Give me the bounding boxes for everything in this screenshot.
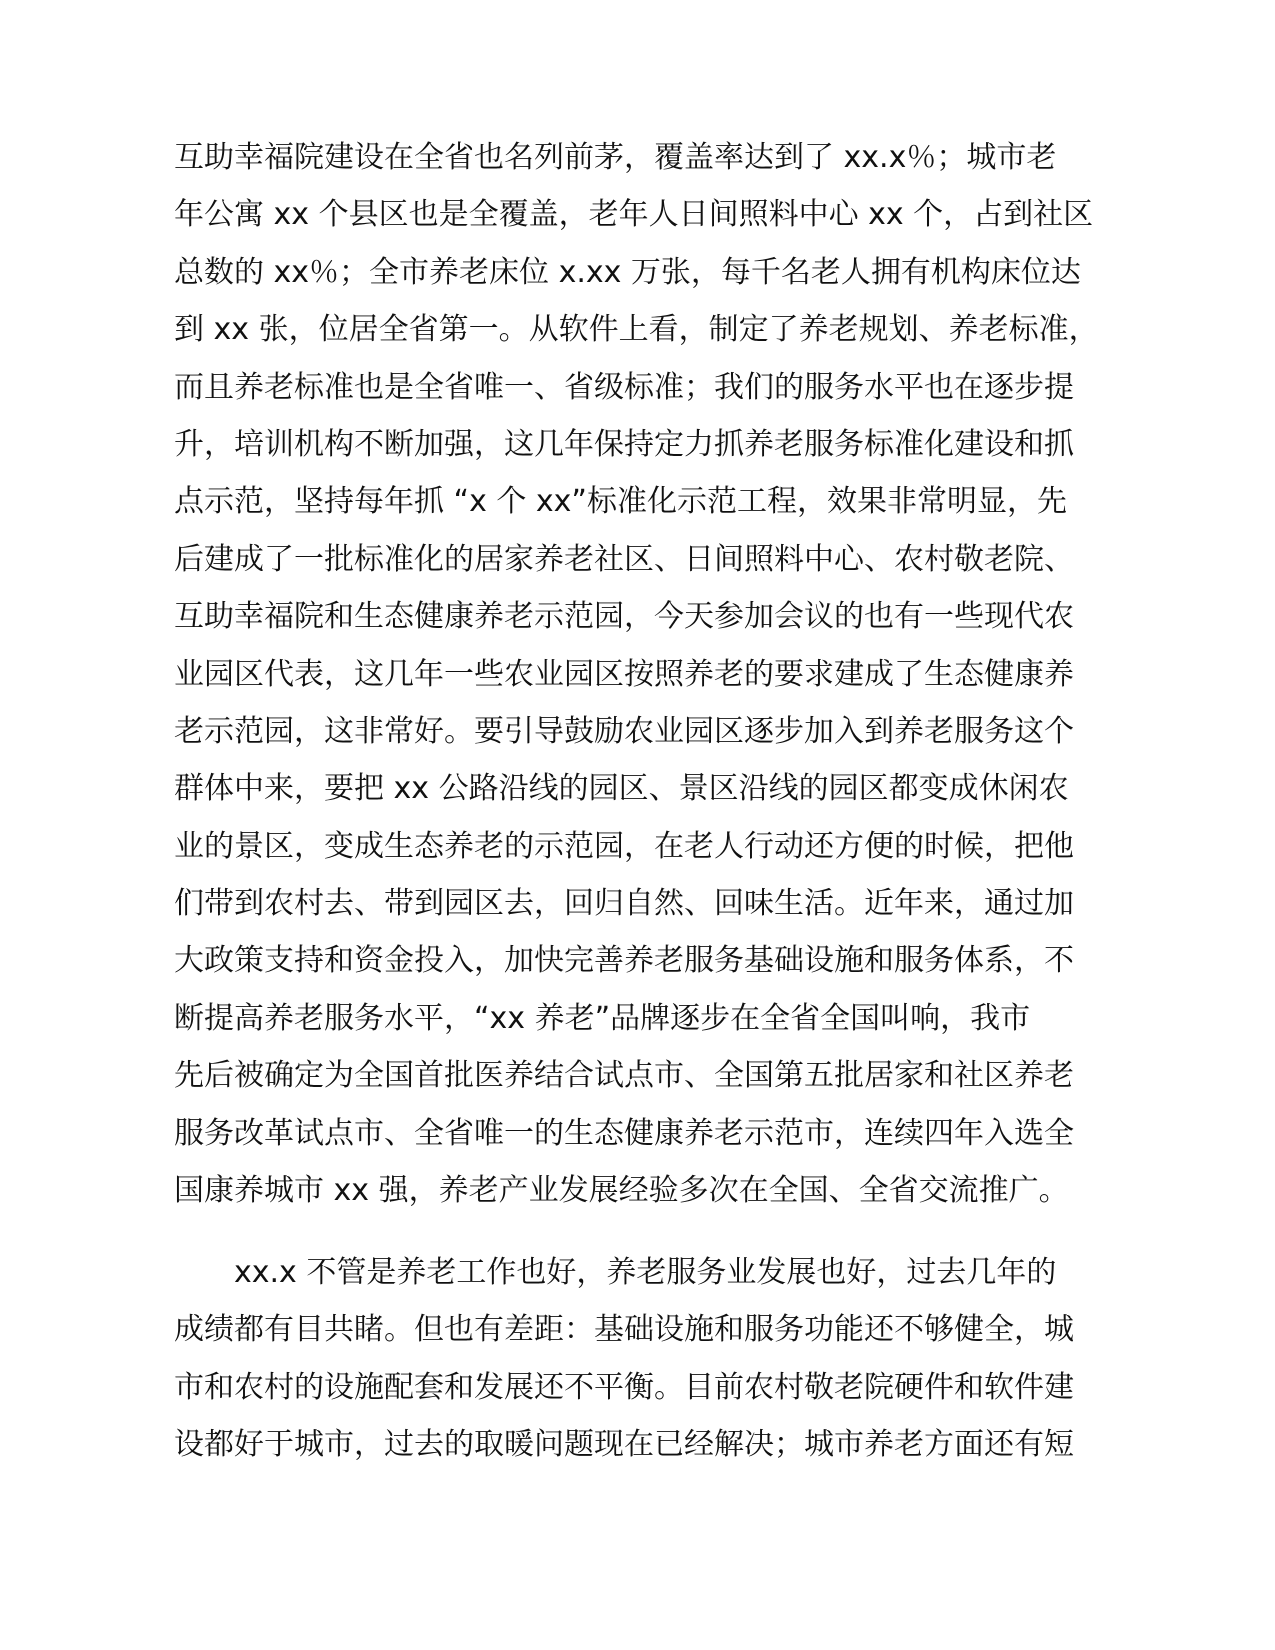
paragraph-line: 们带到农村去、带到园区去，回归自然、回味生活。近年来，通过加 [174, 886, 1074, 922]
paragraph-line: 国康养城市 xx 强，养老产业发展经验多次在全国、全省交流推广。 [174, 1173, 1069, 1209]
paragraph-line: 业的景区，变成生态养老的示范园，在老人行动还方便的时候，把他 [174, 828, 1074, 864]
paragraph-line: 升，培训机构不断加强，这几年保持定力抓养老服务标准化建设和抓 [174, 426, 1074, 462]
paragraph-line: 而且养老标准也是全省唯一、省级标准；我们的服务水平也在逐步提 [174, 369, 1074, 405]
paragraph-line: 老示范园，这非常好。要引导鼓励农业园区逐步加入到养老服务这个 [174, 713, 1074, 749]
paragraph-line: 断提高养老服务水平，“xx 养老”品牌逐步在全省全国叫响，我市 [174, 1000, 1031, 1036]
paragraph-line: 点示范，坚持每年抓 “x 个 xx”标准化示范工程，效果非常明显，先 [174, 484, 1067, 520]
paragraph-2 [174, 1244, 1184, 1474]
paragraph-line: 先后被确定为全国首批医养结合试点市、全国第五批居家和社区养老 [174, 1058, 1074, 1094]
paragraph-line: 市和农村的设施配套和发展还不平衡。目前农村敬老院硬件和软件建 [174, 1369, 1074, 1405]
paragraph-line: 互助幸福院和生态健康养老示范园，今天参加会议的也有一些现代农 [174, 599, 1074, 635]
paragraph-line: 设都好于城市，过去的取暖问题现在已经解决；城市养老方面还有短 [174, 1427, 1074, 1463]
paragraph-line: 成绩都有目共睹。但也有差距：基础设施和服务功能还不够健全，城 [174, 1312, 1074, 1348]
paragraph-line: 业园区代表，这几年一些农业园区按照养老的要求建成了生态健康养 [174, 656, 1074, 692]
paragraph-line: 总数的 xx％；全市养老床位 x.xx 万张，每千名老人拥有机构床位达 [174, 254, 1081, 290]
paragraph-line: 服务改革试点市、全省唯一的生态健康养老示范市，连续四年入选全 [174, 1115, 1074, 1151]
paragraph-line: 年公寓 xx 个县区也是全覆盖，老年人日间照料中心 xx 个，占到社区 [174, 197, 1094, 233]
paragraph-1 [174, 129, 1184, 1219]
paragraph-line: 互助幸福院建设在全省也名列前茅，覆盖率达到了 xx.x％；城市老 [174, 140, 1057, 175]
paragraph-line: xx.x 不管是养老工作也好，养老服务业发展也好，过去几年的 [234, 1255, 1057, 1290]
paragraph-line: 到 xx 张，位居全省第一。从软件上看，制定了养老规划、养老标准， [174, 312, 1099, 348]
paragraph-line: 大政策支持和资金投入，加快完善养老服务基础设施和服务体系，不 [174, 943, 1074, 979]
paragraph-line: 群体中来，要把 xx 公路沿线的园区、景区沿线的园区都变成休闲农 [174, 771, 1069, 807]
paragraph-line: 后建成了一批标准化的居家养老社区、日间照料中心、农村敬老院、 [174, 541, 1074, 577]
